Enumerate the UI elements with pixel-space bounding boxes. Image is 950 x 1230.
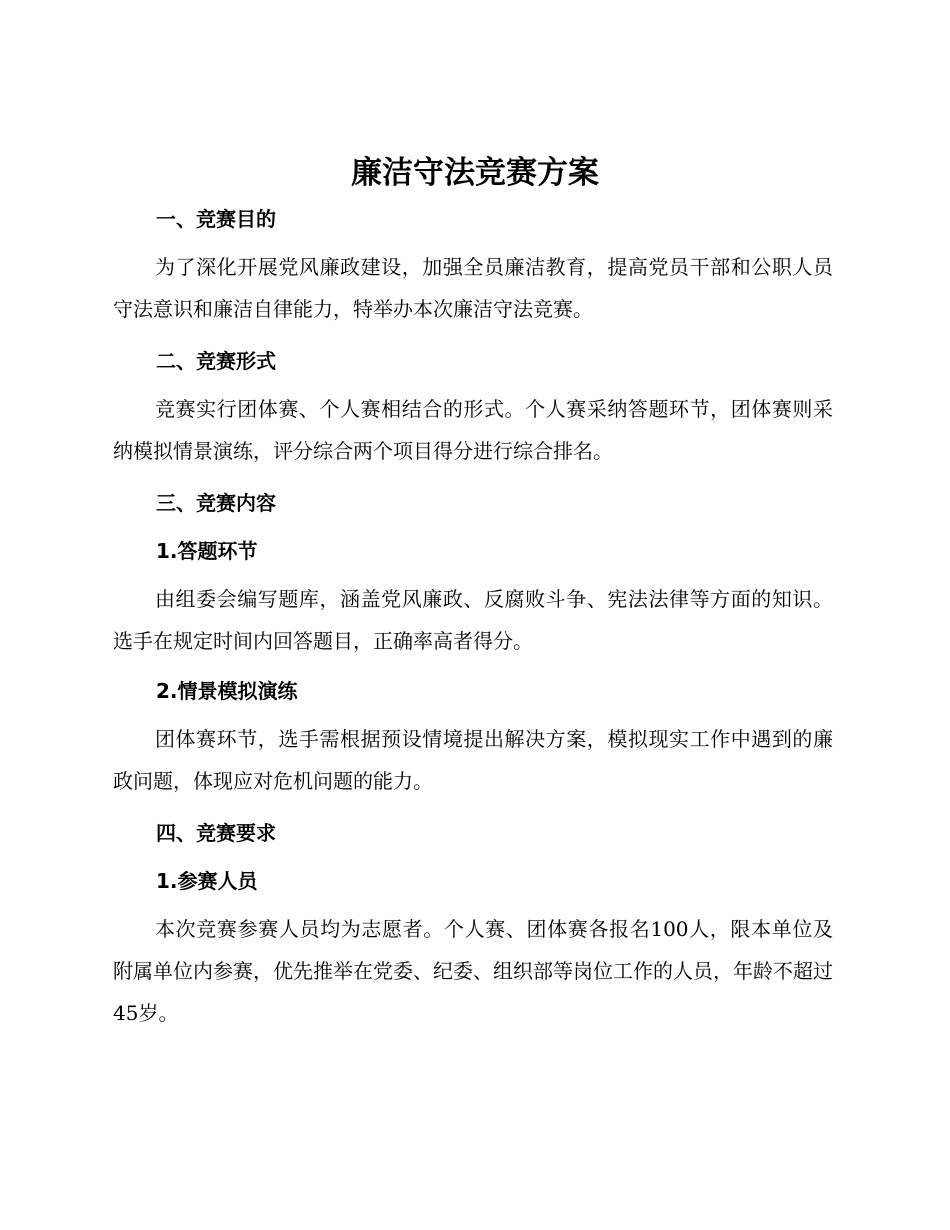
subsection-paragraph-participants: 本次竞赛参赛人员均为志愿者。个人赛、团体赛各报名100人，限本单位及附属单位内参赛，优先推举在党委、纪委、组织部等岗位工作的人员，年龄不超过45岁。 <box>113 917 833 1025</box>
subsection-heading-quiz: 1.答题环节 <box>156 539 258 563</box>
subsection-paragraph-simulation: 团体赛环节，选手需根据预设情境提出解决方案，模拟现实工作中遇到的廉政问题，体现应对危机问题的能力。 <box>113 727 833 793</box>
section-paragraph-format: 竞赛实行团体赛、个人赛相结合的形式。个人赛采纳答题环节，团体赛则采纳模拟情景演练，评分综合两个项目得分进行综合排名。 <box>113 397 833 463</box>
subsection-heading-simulation: 2.情景模拟演练 <box>156 679 298 703</box>
section-heading-requirements: 四、竞赛要求 <box>156 821 276 845</box>
document-title: 廉洁守法竞赛方案 <box>351 155 599 191</box>
section-heading-content: 三、竞赛内容 <box>156 491 276 515</box>
section-heading-purpose: 一、竞赛目的 <box>156 207 276 231</box>
subsection-heading-participants: 1.参赛人员 <box>156 869 258 893</box>
subsection-paragraph-quiz: 由组委会编写题库，涵盖党风廉政、反腐败斗争、宪法法律等方面的知识。选手在规定时间内回答题目，正确率高者得分。 <box>113 587 833 653</box>
section-heading-format: 二、竞赛形式 <box>156 349 276 373</box>
document-body <box>113 200 833 1034</box>
section-paragraph-purpose: 为了深化开展党风廉政建设，加强全员廉洁教育，提高党员干部和公职人员守法意识和廉洁自律能力，特举办本次廉洁守法竞赛。 <box>113 255 833 321</box>
